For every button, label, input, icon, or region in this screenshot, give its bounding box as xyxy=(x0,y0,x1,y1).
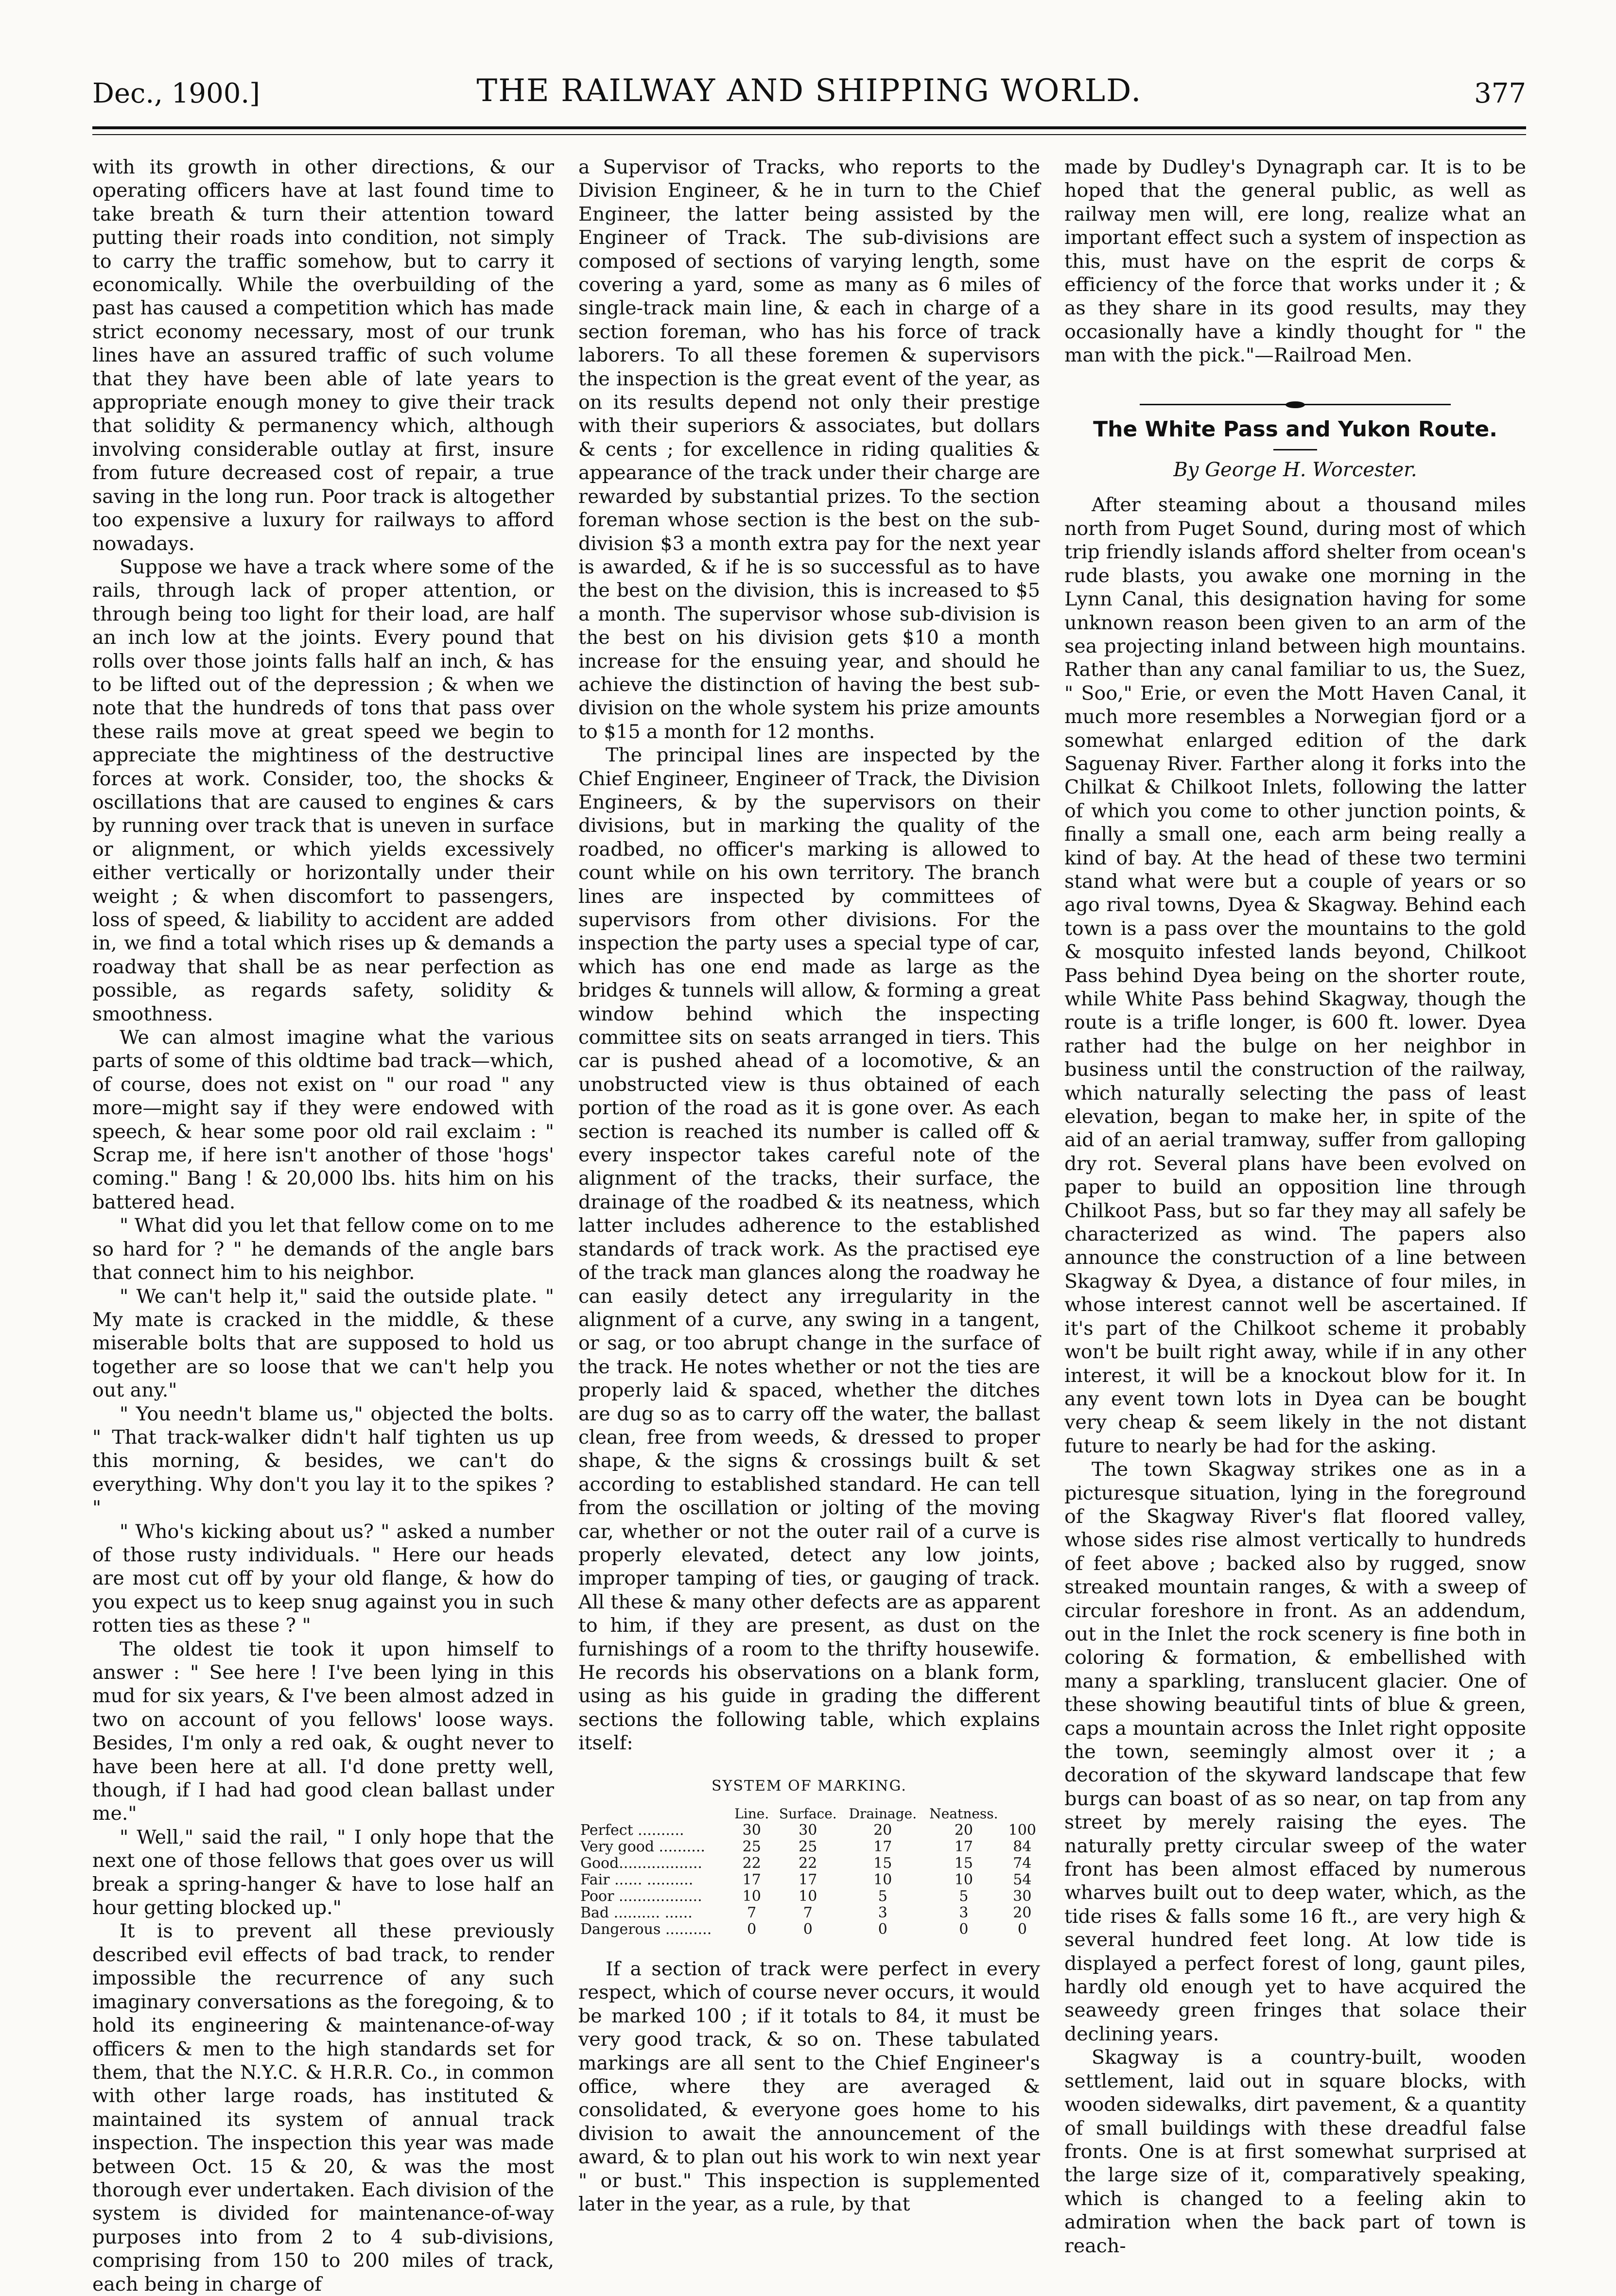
table-cell: 30 xyxy=(799,1822,817,1839)
table-cell: 22 xyxy=(742,1855,761,1872)
table-cell: 17 xyxy=(799,1871,817,1889)
table-cell: 10 xyxy=(954,1871,973,1889)
header-rule-thick xyxy=(92,126,1526,129)
table-cell: 0 xyxy=(747,1921,757,1938)
section-divider-ornament xyxy=(1064,392,1526,403)
table-cell: 100 xyxy=(1008,1822,1036,1839)
paragraph: made by Dudley's Dynagraph car. It is to be hoped that the general public, as well as railway men will, ere long, realize what an important effect such a system of inspection as this, must have on the esprit de corps & efficiency of the force that works under it ; & as they share in its good results, may they occasionally have a kindly thought for " the man with the pick."—Railroad Men. xyxy=(1064,156,1526,367)
table-cell: 15 xyxy=(873,1855,892,1872)
article-title: The White Pass and Yukon Route. xyxy=(1093,416,1497,442)
paragraph: After steaming about a thousand miles north from Puget Sound, during most of which trip friendly islands afford shelter from ocean's rude blasts, you awake one morning in the Lynn Canal, this designation having for some unknown reason been given to an arm of the sea projecting inland between high mountains. Rather than any canal familiar to us, the Suez, " Soo," Erie, or even the Mott Haven Canal, it much more resembles a Norwegian fjord or a somewhat enlarged edition of the dark Saguenay River. Farther along it forks into the Chilkat & Chilkoot Inlets, following the latter of which you come to other junction points, & finally a small one, each arm being really a kind of bay. At the head of these two termini stand what were but a couple of years or so ago rival towns, Dyea & Skagway. Behind each town is a pass over the mountains to the gold & mosquito infested lands beyond, Chilkoot Pass behind Dyea being on the shorter route, while White Pass behind Skagway, though the route is a trifle longer, is 600 ft. lower. Dyea rather had the bulge on her neighbor in business until the construction of the railway, which naturally selecting the pass of least elevation, began to make her, in spite of the aid of an aerial tramway, suffer from galloping dry rot. Several plans have been evolved on paper to build an opposition line through Chilkoot Pass, but so far they may all safely be characterized as wind. The papers also announce the construction of a line between Skagway & Dyea, a distance of four miles, in whose interest cannot well be ascertained. If it's part of the Chilkoot scheme it probably won't be built right away, while if in any other interest, it will be a knockout blow for it. In any event town lots in Dyea can be bought very cheap & seem likely in the not distant future to nearly be had for the asking. xyxy=(1064,494,1526,1457)
table-row xyxy=(578,1921,1040,1938)
table-cell: 25 xyxy=(742,1838,761,1856)
table-cell: 0 xyxy=(803,1921,813,1938)
journal-title: THE RAILWAY AND SHIPPING WORLD. xyxy=(476,73,1142,109)
page-number: 377 xyxy=(1474,78,1526,109)
table-cell: 3 xyxy=(959,1904,969,1922)
table-cell: Bad .......... ...... xyxy=(580,1904,693,1922)
column-header: Drainage. xyxy=(849,1806,917,1822)
table-cell: 74 xyxy=(1013,1855,1032,1872)
column-header: Neatness. xyxy=(929,1806,998,1822)
article-byline: By George H. Worcester. xyxy=(1173,459,1417,482)
table-row xyxy=(578,1905,1040,1921)
paragraph: We can almost imagine what the various parts of some of this oldtime bad track—which, of course, does not exist on " our road " any more—might say if they were endowed with speech, & hear some poor old rail exclaim : " Scrap me, if here isn't another of those 'hogs' coming." Bang ! & 20,000 lbs. hits him on his battered head. xyxy=(92,1026,554,1213)
text-column-2 xyxy=(578,155,1040,2216)
table-cell: 20 xyxy=(873,1822,892,1839)
table-cell: 25 xyxy=(799,1838,817,1856)
table-cell: 84 xyxy=(1013,1838,1032,1856)
paragraph: " Who's kicking about us? " asked a number of those rusty individuals. " Here our heads are most cut off by your old flange, & how do you expect us to keep snug against you in such rotten ties as these ? " xyxy=(92,1520,554,1637)
table-row xyxy=(578,1839,1040,1855)
paragraph: with its growth in other directions, & our operating officers have at last found time to take breath & turn their attention toward putting their roads into condition, not simply to carry the traffic somehow, but to carry it economically. While the overbuilding of the past has caused a competition which has made strict economy necessary, most of our trunk lines have an assured traffic of such volume that they have been able of late years to appropriate enough money to give their track that solidity & permanency which, although involving considerable outlay at first, insure from future decreased cost of repair, a true saving in the long run. Poor track is altogether too expensive a luxury for railways to afford nowadays. xyxy=(92,156,554,555)
paragraph: The principal lines are inspected by the Chief Engineer, Engineer of Track, the Division Engineers, & by the supervisors on their divisions, but in marking the quality of the roadbed, no officer's marking is allowed to count while on his own territory. The branch lines are inspected by committees of supervisors from other divisions. For the inspection the party uses a special type of car, which has one end made as large as the bridges & tunnels will allow, & forming a great window behind which the inspecting committee sits on seats arranged in tiers. This car is pushed ahead of a locomotive, & an unobstructed view is thus obtained of each portion of the road as it is gone over. As each section is reached its number is called off & every inspector takes careful note of the alignment of the tracks, their surface, the drainage of the roadbed & its neatness, which latter includes adherence to the established standards of track work. As the practised eye of the track man glances along the roadway he can easily detect any irregularity in the alignment of a curve, any swing in a tangent, or sag, or too abrupt change in the surface of the track. He notes whether or not the ties are properly laid & spaced, whether the ditches are dug so as to carry off the water, the ballast clean, free from weeds, & dressed to proper shape, & the signs & crossings built & set according to established standard. He can tell from the oscillation or jolting of the moving car, whether or not the outer rail of a curve is properly elevated, detect any low joints, improper tamping of ties, or gauging of track. All these & many other defects are as apparent to him, if they are present, as dust on the furnishings of a room to the thrifty housewife. He records his observations on a blank form, using as his guide in grading the different sections the following table, which explains itself: xyxy=(578,744,1040,1755)
table-cell: 30 xyxy=(1013,1888,1032,1905)
table-cell: Very good .......... xyxy=(580,1838,705,1856)
paragraph: " What did you let that fellow come on to me so hard for ? " he demands of the angle bars that connect him to his neighbor. xyxy=(92,1214,554,1284)
table-cell: 54 xyxy=(1013,1871,1032,1889)
table-header-row xyxy=(578,1806,1040,1822)
issue-date: Dec., 1900.] xyxy=(92,78,260,109)
table-cell: Perfect .......... xyxy=(580,1822,684,1839)
page-header xyxy=(92,68,1526,121)
paragraph: The town Skagway strikes one as in a picturesque situation, lying in the foreground of the Skagway River's flat floored valley, whose sides rise almost vertically to hundreds of feet above ; backed also by rugged, snow streaked mountain ranges, & with a sweep of circular foreshore in front. As an addendum, out in the Inlet the rock scenery is fine both in coloring & formation, & embellished with many a sparkling, translucent glacier. One of these showing beautiful tints of blue & green, caps a mountain across the Inlet right opposite the town, seemingly almost over it ; a decoration of the skyward landscape that few burgs can boast of as so near, on tap from any street by merely raising the eyes. The naturally pretty circular sweep of the water front has been almost effaced by numerous wharves built out to deep water, which, as the tide rises & falls some 16 ft., are very high & several hundred feet long. At low tide is displayed a perfect forest of long, gaunt piles, hardly old enough yet to have acquired the seaweedy green fringes that solace their declining years. xyxy=(1064,1458,1526,2045)
paragraph: a Supervisor of Tracks, who reports to the Division Engineer, & he in turn to the Chief Engineer, the latter being assisted by the Engineer of Track. The sub-divisions are composed of sections of varying length, some covering a yard, some as many as 6 miles of single-track main line, & each in charge of a section foreman, who has his force of track laborers. To all these foremen & supervisors the inspection is the great event of the year, as on its results depend not only their prestige with their superiors & associates, but dollars & cents ; for excellence in riding qualities & appearance of the track under their charge are rewarded by substantial prizes. To the section foreman whose section is the best on the sub-division $3 a month extra pay for the next year is awarded, & if he is so successful as to have the best on the division, this is increased to $5 a month. The supervisor whose sub-division is the best on his division gets $10 a month increase for the ensuing year, and should he achieve the distinction of having the best sub-division on the whole system his prize amounts to $15 a month for 12 months. xyxy=(578,156,1040,743)
table-cell: Dangerous .......... xyxy=(580,1921,712,1938)
paragraph: " You needn't blame us," objected the bolts. " That track-walker didn't half tighten us up this morning, & besides, we can't do everything. Why don't you lay it to the spikes ? " xyxy=(92,1402,554,1519)
text-column-3 xyxy=(1064,155,1526,2258)
table-cell: 10 xyxy=(742,1888,761,1905)
table-cell: 7 xyxy=(747,1904,757,1922)
paragraph: Skagway is a country-built, wooden settlement, laid out in square blocks, with wooden sidewalks, dirt pavement, & a quantity of small buildings with these dreadful false fronts. One is at first somewhat surprised at the large size of it, comparatively speaking, which is changed to a feeling akin to admiration when the back part of town is reach- xyxy=(1064,2046,1526,2257)
column-header: Surface. xyxy=(779,1806,837,1822)
table-row xyxy=(578,1888,1040,1905)
header-rule-thin xyxy=(92,134,1526,135)
table-cell: 10 xyxy=(799,1888,817,1905)
table-cell: Fair ...... .......... xyxy=(580,1871,694,1889)
marking-table-title: SYSTEM OF MARKING. xyxy=(712,1777,907,1795)
paragraph: It is to prevent all these previously described evil effects of bad track, to render impossible the recurrence of any such imaginary conversations as the foregoing, & to hold its engineering & maintenance-of-way officers & men to the high standards set for them, that the N.Y.C. & H.R.R. Co., in common with other large roads, has instituted & maintained its system of annual track inspection. The inspection this year was made between Oct. 15 & 20, & was the most thorough ever undertaken. Each division of the system is divided for maintenance-of-way purposes into from 2 to 4 sub-divisions, comprising from 150 to 200 miles of track, each being in charge of xyxy=(92,1920,554,2296)
table-cell: 15 xyxy=(954,1855,973,1872)
table-cell: 0 xyxy=(878,1921,887,1938)
table-cell: 5 xyxy=(959,1888,969,1905)
table-row xyxy=(578,1822,1040,1839)
table-cell: 20 xyxy=(954,1822,973,1839)
paragraph: The oldest tie took it upon himself to answer : " See here ! I've been lying in this mud for six years, & I've been almost adzed in two on account of you fellows' loose ways. Besides, I'm only a red oak, & ought never to have been here at all. I'd done pretty well, though, if I had had good clean ballast under me." xyxy=(92,1638,554,1825)
marking-table xyxy=(578,1806,1040,1938)
column-header xyxy=(578,1806,730,1822)
table-cell: 3 xyxy=(878,1904,887,1922)
table-cell: Poor .................. xyxy=(580,1888,702,1905)
column-header xyxy=(1005,1806,1040,1822)
paragraph: " We can't help it," said the outside plate. " My mate is cracked in the middle, & these miserable bolts that are supposed to hold us together are so loose that we can't help you out any." xyxy=(92,1285,554,1402)
paragraph: " Well," said the rail, " I only hope that the next one of those fellows that goes over us will break a spring-hanger & have to lose half an hour getting blocked up." xyxy=(92,1826,554,1919)
paragraph: If a section of track were perfect in every respect, which of course never occurs, it would be marked 100 ; if it totals to 84, it must be very good track, & so on. These tabulated markings are all sent to the Chief Engineer's office, where they are averaged & consolidated, & everyone goes home to his division to await the announcement of the award, & to plan out his work to win next year " or bust." This inspection is supplemented later in the year, as a rule, by that xyxy=(578,1958,1040,2216)
table-cell: 30 xyxy=(742,1822,761,1839)
column-header: Line. xyxy=(734,1806,769,1822)
table-cell: Good.................. xyxy=(580,1855,702,1872)
table-cell: 10 xyxy=(873,1871,892,1889)
table-row xyxy=(578,1872,1040,1888)
table-cell: 0 xyxy=(1017,1921,1027,1938)
table-cell: 17 xyxy=(742,1871,761,1889)
table-row xyxy=(578,1855,1040,1872)
table-cell: 17 xyxy=(873,1838,892,1856)
table-cell: 22 xyxy=(799,1855,817,1872)
table-cell: 20 xyxy=(1013,1904,1032,1922)
table-cell: 5 xyxy=(878,1888,887,1905)
title-rule xyxy=(1273,449,1317,450)
table-cell: 7 xyxy=(803,1904,813,1922)
table-cell: 0 xyxy=(959,1921,969,1938)
table-cell: 17 xyxy=(954,1838,973,1856)
paragraph: Suppose we have a track where some of the rails, through lack of proper attention, or through being too light for their load, are half an inch low at the joints. Every pound that rolls over those joints falls half an inch, & has to be lifted out of the depression ; & when we note that the hundreds of tons that pass over these rails move at great speed we begin to appreciate the mightiness of the destructive forces at work. Consider, too, the shocks & oscillations that are caused to engines & cars by running over track that is uneven in surface or alignment, or which yields excessively either vertically or horizontally under their weight ; & when discomfort to passengers, loss of speed, & liability to accident are added in, we find a total which rises up & demands a roadway that shall be as near perfection as possible, as regards safety, solidity & smoothness. xyxy=(92,555,554,1025)
text-column-1 xyxy=(92,155,554,2296)
